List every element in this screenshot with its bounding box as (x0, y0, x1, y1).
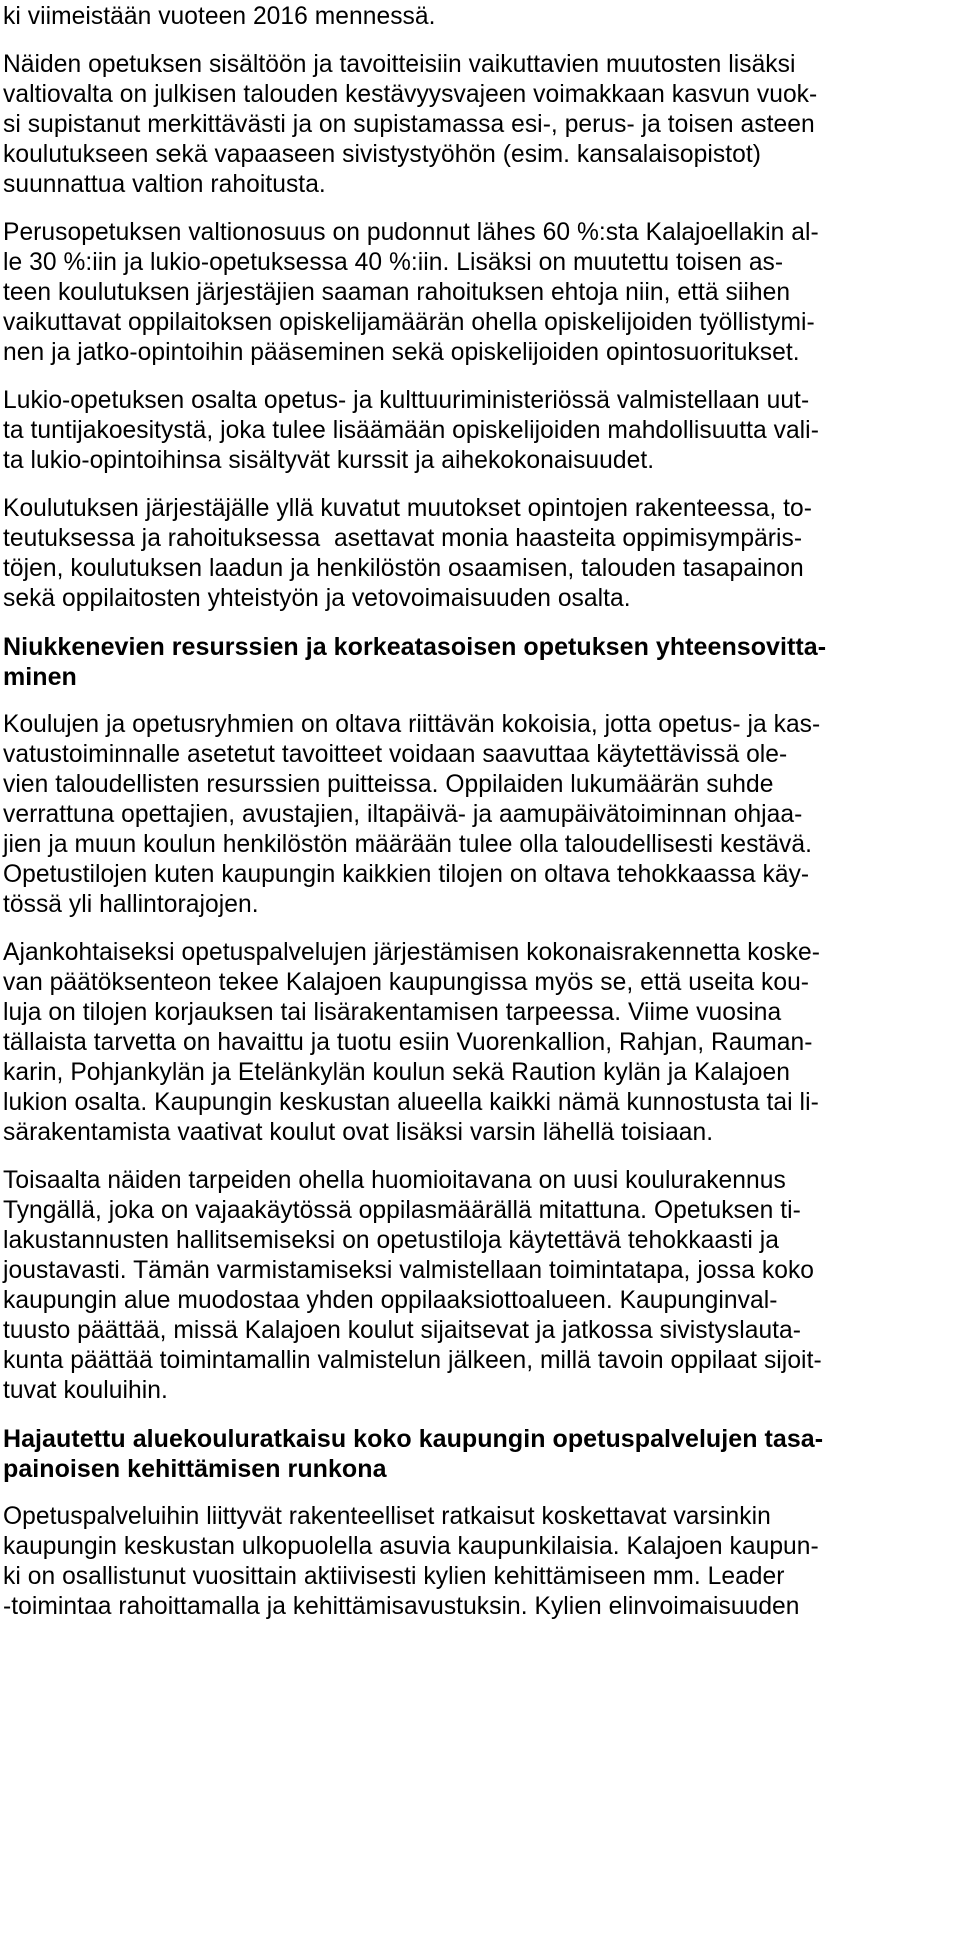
text-line: tällaista tarvetta on havaittu ja tuotu esiin Vuorenkallion, Rahjan, Rauman- (3, 1029, 813, 1056)
text-line: Toisaalta näiden tarpeiden ohella huomioitavana on uusi koulurakennus (3, 1167, 786, 1194)
text-line: Tyngällä, joka on vajaakäytössä oppilasmäärällä mitattuna. Opetuksen ti- (3, 1197, 801, 1224)
text-line: Ajankohtaiseksi opetuspalvelujen järjestämisen kokonaisrakennetta koske- (3, 939, 821, 966)
text-line: tuusto päättää, missä Kalajoen koulut sijaitsevat ja jatkossa sivistyslauta- (3, 1317, 802, 1344)
section-heading: minen (3, 663, 77, 691)
text-line: Koulutuksen järjestäjälle yllä kuvatut muutokset opintojen rakenteessa, to- (3, 495, 812, 522)
section-heading: painoisen kehittämisen runkona (3, 1455, 387, 1483)
intro-tail: ki viimeistään vuoteen 2016 mennessä. (3, 3, 436, 30)
text-line: ta tuntijakoesitystä, joka tulee lisäämään opiskelijoiden mahdollisuutta vali- (3, 417, 819, 444)
text-line: lakustannusten hallitsemiseksi on opetustiloja käytettävä tehokkaasti ja (3, 1227, 780, 1254)
text-line: ta lukio-opintoihinsa sisältyvät kurssit ja aihekokonaisuudet. (3, 447, 655, 474)
section-heading: Hajautettu aluekouluratkaisu koko kaupungin opetuspalvelujen tasa- (3, 1425, 824, 1453)
text-line: kaupungin keskustan ulkopuolella asuvia kaupunkilaisia. Kalajoen kaupun- (3, 1533, 819, 1560)
text-line: tössä yli hallintorajojen. (3, 891, 259, 918)
text-line: Lukio-opetuksen osalta opetus- ja kulttuuriministeriössä valmistellaan uut- (3, 387, 810, 414)
text-line: suunnattua valtion rahoitusta. (3, 171, 326, 198)
text-line: ki on osallistunut vuosittain aktiivisesti kylien kehittämiseen mm. Leader (3, 1563, 785, 1590)
text-line: Perusopetuksen valtionosuus on pudonnut lähes 60 %:sta Kalajoellakin al- (3, 219, 819, 246)
text-line: vien taloudellisten resurssien puitteissa. Oppilaiden lukumäärän suhde (3, 771, 774, 798)
text-line: valtiovalta on julkisen talouden kestävyysvajeen voimakkaan kasvun vuok- (3, 81, 818, 108)
text-line: teutuksessa ja rahoituksessa asettavat monia haasteita oppimisympäris- (3, 525, 803, 552)
text-line: vaikuttavat oppilaitoksen opiskelijamäärän ohella opiskelijoiden työllistymi- (3, 309, 815, 336)
text-line: teen koulutuksen järjestäjien saaman rahoituksen ehtoja niin, että siihen (3, 279, 791, 306)
text-line: jien ja muun koulun henkilöstön määrään tulee olla taloudellisesti kestävä. (3, 831, 813, 858)
text-line: sekä oppilaitosten yhteistyön ja vetovoimaisuuden osalta. (3, 585, 631, 612)
text-line: särakentamista vaativat koulut ovat lisäksi varsin lähellä toisiaan. (3, 1119, 714, 1146)
text-line: Koulujen ja opetusryhmien on oltava riittävän kokoisia, jotta opetus- ja kas- (3, 711, 821, 738)
text-line: Opetustilojen kuten kaupungin kaikkien tilojen on oltava tehokkaassa käy- (3, 861, 810, 888)
text-line: vatustoiminnalle asetetut tavoitteet voidaan saavuttaa käytettävissä ole- (3, 741, 788, 768)
text-line: van päätöksenteon tekee Kalajoen kaupungissa myös se, että useita kou- (3, 969, 810, 996)
text-line: karin, Pohjankylän ja Etelänkylän koulun sekä Raution kylän ja Kalajoen (3, 1059, 790, 1086)
section-heading: Niukkenevien resurssien ja korkeatasoisen opetuksen yhteensovitta- (3, 633, 827, 661)
text-line: lukion osalta. Kaupungin keskustan alueella kaikki nämä kunnostusta tai li- (3, 1089, 819, 1116)
text-line: tuvat kouluihin. (3, 1377, 168, 1404)
text-line: kaupungin alue muodostaa yhden oppilaaksiottoalueen. Kaupunginval- (3, 1287, 778, 1314)
text-line: si supistanut merkittävästi ja on supistamassa esi-, perus- ja toisen asteen (3, 111, 815, 138)
text-line: kunta päättää toimintamallin valmistelun jälkeen, millä tavoin oppilaat sijoit- (3, 1347, 822, 1374)
text-line: verrattuna opettajien, avustajien, iltapäivä- ja aamupäivätoiminnan ohjaa- (3, 801, 803, 828)
text-line: Näiden opetuksen sisältöön ja tavoitteisiin vaikuttavien muutosten lisäksi (3, 51, 796, 78)
text-line: -toimintaa rahoittamalla ja kehittämisavustuksin. Kylien elinvoimaisuuden (3, 1593, 800, 1620)
text-line: töjen, koulutuksen laadun ja henkilöstön osaamisen, talouden tasapainon (3, 555, 804, 582)
text-line: le 30 %:iin ja lukio-opetuksessa 40 %:iin. Lisäksi on muutettu toisen as- (3, 249, 784, 276)
text-line: Opetuspalveluihin liittyvät rakenteelliset ratkaisut koskettavat varsinkin (3, 1503, 771, 1530)
text-line: nen ja jatko-opintoihin pääseminen sekä opiskelijoiden opintosuoritukset. (3, 339, 800, 366)
text-line: joustavasti. Tämän varmistamiseksi valmistellaan toimintatapa, jossa koko (3, 1257, 815, 1284)
text-line: luja on tilojen korjauksen tai lisärakentamisen tarpeessa. Viime vuosina (3, 999, 782, 1026)
text-line: koulutukseen sekä vapaaseen sivistystyöhön (esim. kansalaisopistot) (3, 141, 761, 168)
